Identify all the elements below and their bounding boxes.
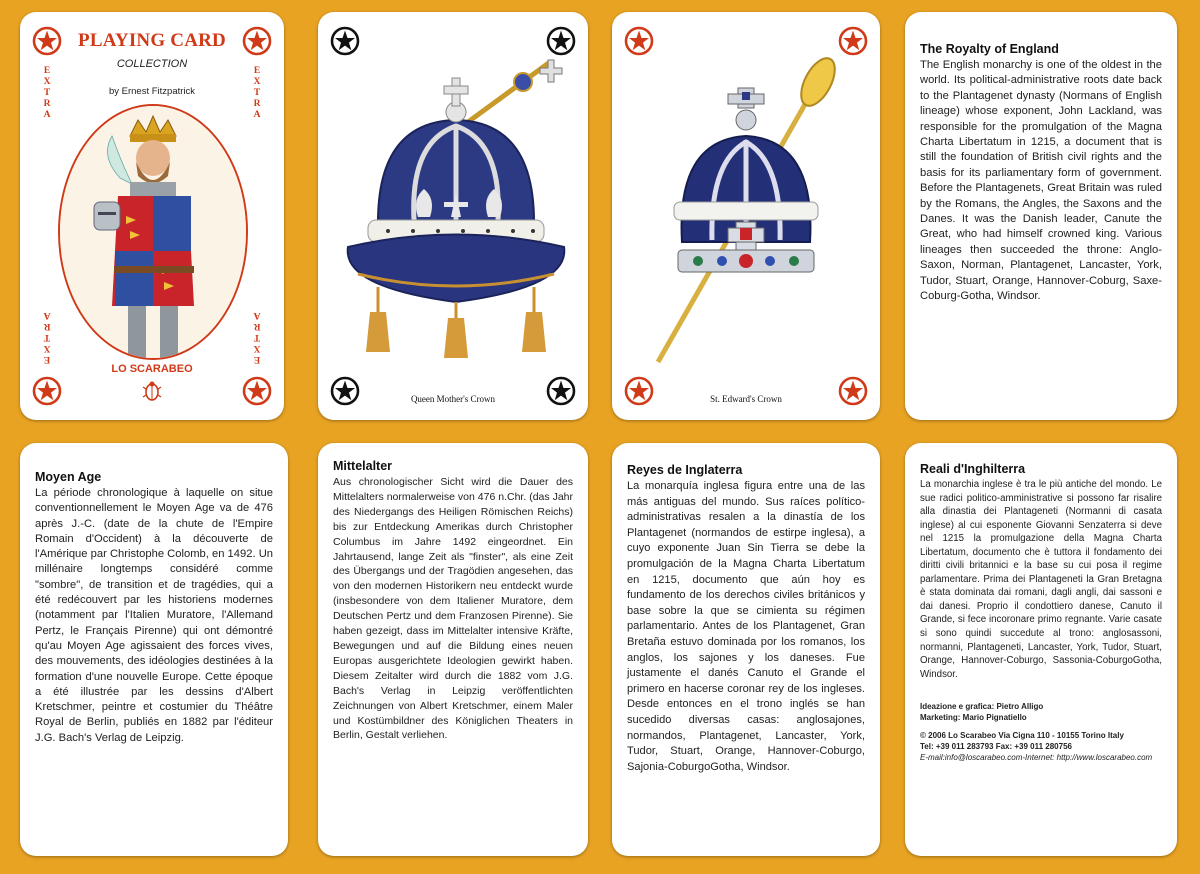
crown-caption: St. Edward's Crown — [710, 394, 782, 404]
german-text-card — [318, 443, 588, 856]
card-body: Aus chronologischer Sicht wird die Dauer des Mittelalters normalerweise von 476 n.Chr. (das Jahr des Niedergangs des Heiligen Römischen Reichs) bis zur Entdeckung Amerikas durch Christopher Columbus im Jahre 1492 eingeordnet. Ein Jahrtausend, lange Zeit als "finster", als eine Zeit des Übergangs und der Tragödien angesehen, das von den modernen Historikern neu entdeckt wurde (insbesondere von dem Italiener Muratore, dem Deutschen Pertz und dem Franzosen Pirenne). Sie haben gezeigt, dass im Mittelalter intensive Kräfte, Bewegungen und auf die Bildung eines neuen Europas ausgerichtete Ideologien gewirkt haben. Diesem Zeitalter wird durch die 1882 vom J.G. Bach's Verlag in Leipzig veröffentlichten Zeichnungen von Albert Kretschmer, einem Maler und Kostümbildner des Königlichen Theaters in Berlin, Gestalt verliehen. — [333, 476, 573, 742]
copyright-line: © 2006 Lo Scarabeo Via Cigna 110 - 10155 Torino Italy — [920, 731, 1124, 741]
credits-block — [920, 701, 1162, 763]
publisher-name: LO SCARABEO — [111, 363, 193, 375]
cover-card — [20, 12, 284, 420]
card-title: Reyes de Inglaterra — [627, 463, 743, 477]
cover-title: PLAYING CARD — [78, 30, 226, 51]
credit-marketing: Marketing: Mario Pignatiello — [920, 713, 1027, 723]
star-icon — [32, 376, 62, 406]
card-body: The English monarchy is one of the oldest in the world. Its political-administrative roots date back to the Plantagenet dynasty (Normans of English lineage) whose exponent, John Lackland, was responsible for the promulgation of the Magna Charta Libertatum in 1215, a document that is still the foundation of British civil rights and the basis for its parliamentary form of government. Before the Plantagenets, Great Britain was ruled by the Romans, the Angles, the Saxons and the Danes. It was the Danish leader, Canute the Great, who had himself crowned king. Various lineages then succeeded the throne: Anglo-Saxon, Norman, Plantagenet, Lancaster, York, Tudor, Stuart, Orange, Hannover-Coburg, Saxe-Coburg-Gotha, Windsor. — [920, 59, 1162, 303]
extra-label: E X T R A — [43, 66, 51, 120]
card-title: Moyen Age — [35, 470, 102, 484]
star-icon — [242, 376, 272, 406]
web-line: E-mail:info@loscarabeo.com-Internet: http://www.loscarabeo.com — [920, 753, 1153, 763]
crown-card-st-edward — [612, 12, 880, 420]
phone-line: Tel: +39 011 283793 Fax: +39 011 280756 — [920, 742, 1072, 752]
st-edward-crown-illustration — [612, 52, 880, 382]
french-text-card — [20, 443, 288, 856]
card-body: La monarquía inglesa figura entre una de las más antiguas del mundo. Sus raíces político-administrativas resalen a la dinastía de los Plantagenet (normandos de estirpe inglesa), a cuyo exponente Juan Sin Tierra se debe la promulgación de la Magna Charta Libertatum en 1215, documento que aún hoy es fundamento de los derechos civiles británicos y base sobre la que se cimienta su régimen parlamentario. Antes de los Plantagenet, Gran Bretaña estuvo dominada por los romanos, los anglos, los sajones y los daneses. Fue justamente el danés Canuto el Grande el primero en hacerse coronar rey de los ingleses. Desde entonces en el trono inglés se han sucedido diversas casas: anglosajones, normandos, Plantagenet, Lancaster, York, Tudor, Stuart, Orange, Hannover-Coburgo, Sajonia-CoburgoGotha, Windsor. — [627, 480, 865, 773]
english-text-card — [905, 12, 1177, 420]
extra-label: E X T R A — [253, 66, 261, 120]
card-title: Reali d'Inghilterra — [920, 462, 1026, 476]
credit-design: Ideazione e grafica: Pietro Alligo — [920, 702, 1044, 712]
card-body: La monarchia inglese è tra le più antiche del mondo. Le sue radici politico-amministrative si possono far risalire alla dinastia dei Plantageneti (Normanni di casata inglese) al cui esponente Giovanni Senzaterra si deve nel 1215 la promulgazione della Magna Charta Libertatum, documento che è tuttora il fondamento dei diritti civili britannici e la base su cui posa il regime parlamentare. Prima dei Plantageneti la Gran Bretagna è stata dominata dai romani, dagli angli, dai sassoni e dai danesi. Proprio il condottiero danese, Canuto il Grande, si fece incoronare primo regnante. Varie casate si sono quindi succedute al trono: anglosassoni, normanni, Plantageneti, Lancaster, York, Tudor, Stuart, Orange, Hannover-Coburgo, Sassonia-CoburgoGotha, Windsor. — [920, 479, 1162, 680]
extra-label: E X T R A — [253, 310, 261, 364]
king-portrait — [58, 104, 248, 360]
queen-mother-crown-illustration — [318, 52, 588, 382]
cover-subtitle: COLLECTION — [116, 58, 188, 70]
italian-text-card — [905, 443, 1177, 856]
card-body: La période chronologique à laquelle on situe conventionnellement le Moyen Age va de 476 après J.-C. (date de la chute de l'Empire Romain d'Occident) à la découverte de l'Amérique par Christophe Colomb, en 1492. Un millénaire longtemps considéré comme "sombre", de transition et de tragédies, qui a été redécouvert par les historiens modernes (notamment par l'Italien Muratore, l'Allemand Pertz, le Français Pirenne) qui ont démontré qu'au Moyen Age agissaient des forces vives, des mouvements, des idéologies destinées à la formation d'une nouvelle Europe. Cette époque a été illustrée par les dessins d'Albert Kretschmer, peintre et costumier du Théâtre Royal de Berlin, publiés en 1882 par l'éditeur J.G. Bach's Verlag de Leipzig. — [35, 487, 273, 744]
scarab-icon — [142, 380, 162, 402]
cover-author: by Ernest Fitzpatrick — [108, 86, 196, 97]
spanish-text-card — [612, 443, 880, 856]
card-title: Mittelalter — [333, 459, 393, 473]
card-title: The Royalty of England — [920, 42, 1059, 56]
crown-card-queen-mother — [318, 12, 588, 420]
crown-caption: Queen Mother's Crown — [410, 394, 496, 404]
extra-label: E X T R A — [43, 310, 51, 364]
